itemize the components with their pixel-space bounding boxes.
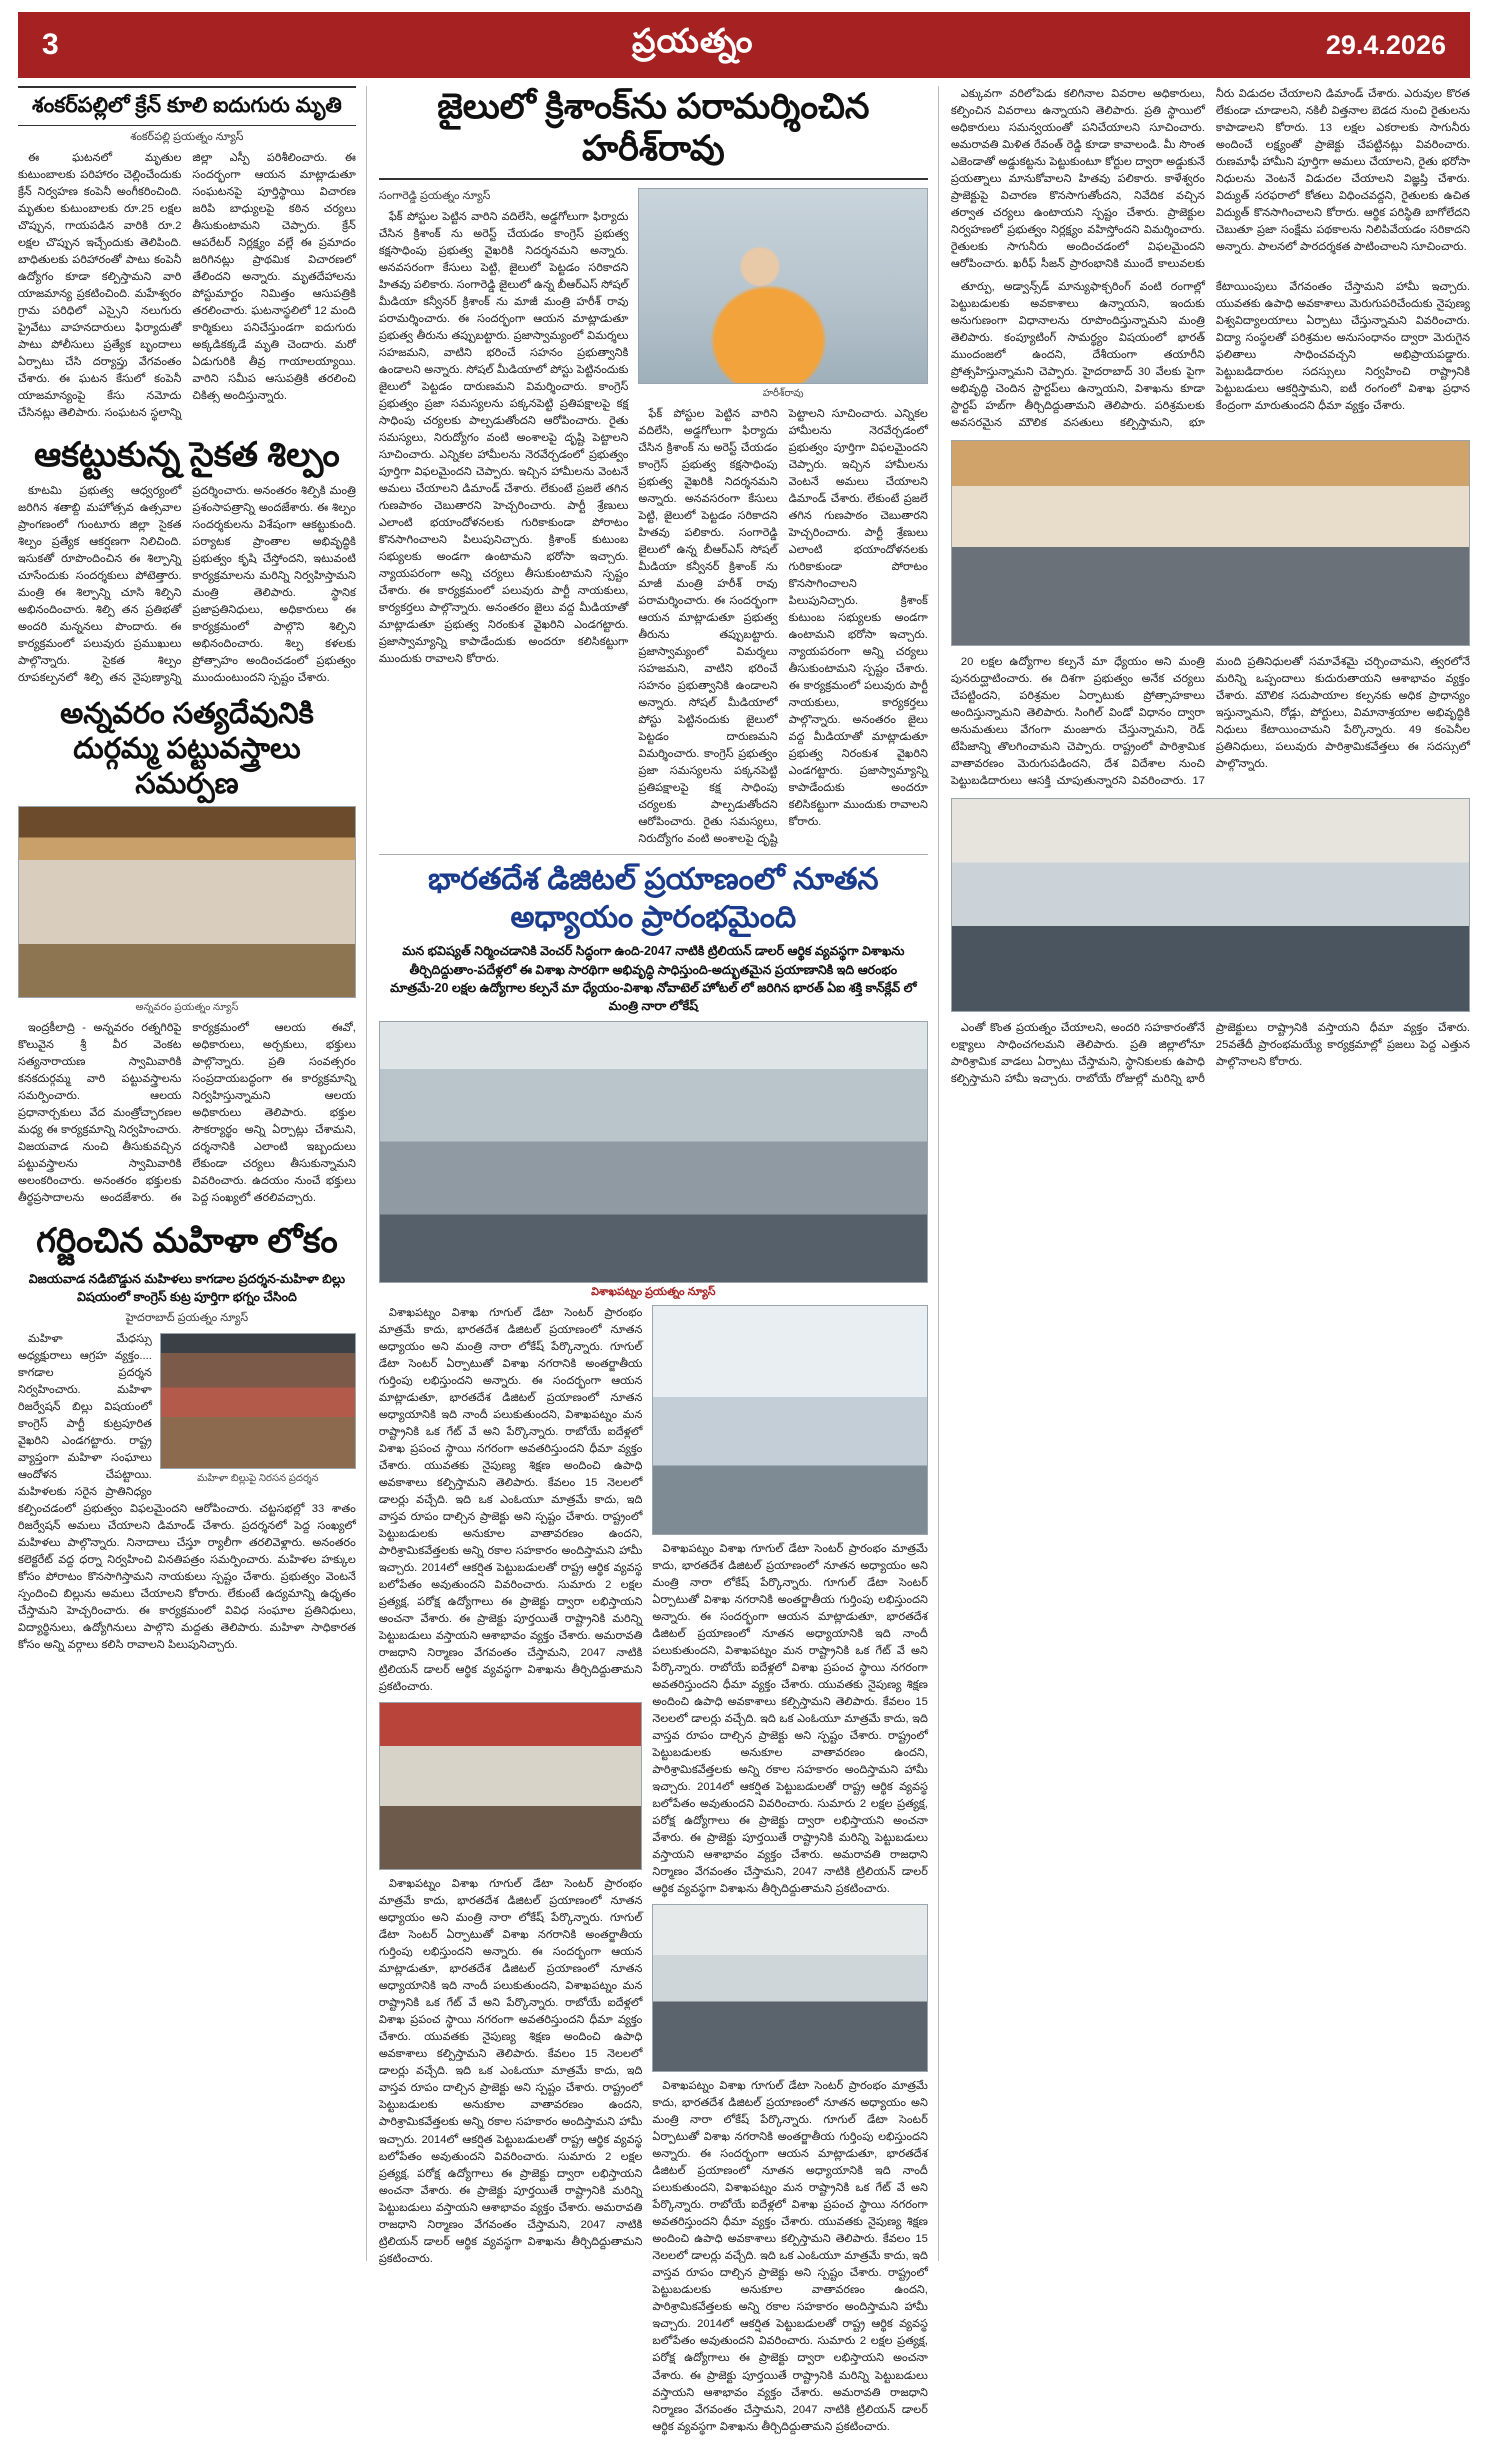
mid-article2-body-right [652,1541,927,1898]
delegate-reading-photo [379,1702,643,1870]
photo-content [952,441,1469,645]
left-article4-byline: హైదరాబాద్ ప్రయత్నం న్యూస్ [125,1312,249,1325]
mid-lead-body [379,209,629,668]
mid-article2-block [379,1305,928,2440]
paragraph: విశాఖపట్నం విశాఖ గూగుల్ డేటా సెంటర్ ప్రారంభం మాత్రమే కాదు, భారతదేశ డిజిటల్ ప్రయాణంలో నూతన అధ్యాయం అని మంత్రి నారా లోకేష్ పేర్కొన్నారు. గూగుల్ డేటా సెంటర్ ఏర్పాటుతో విశాఖ నగరానికి అంతర్జాతీయ గుర్తింపు లభిస్తుందని అన్నారు. ఈ సందర్భంగా ఆయన మాట్లాడుతూ, భారతదేశ డిజిటల్ ప్రయాణంలో నూతన అధ్యాయానికి ఇది నాందీ పలుకుతుందని, విశాఖపట్నం మన రాష్ట్రానికి ఒక గేట్ వే అని పేర్కొన్నారు. రాబోయే ఐదేళ్లలో విశాఖ ప్రపంచ స్థాయి నగరంగా అవతరిస్తుందని ధీమా వ్యక్తం చేశారు. యువతకు నైపుణ్య శిక్షణ అందించి ఉపాధి అవకాశాలు కల్పిస్తామని తెలిపారు. కేవలం 15 నెలలలో డాలర్లు వచ్చేది. ఇది ఒక ఎంఓయూ మాత్రమే కాదు, ఇది వాస్తవ రూపం దాల్చిన ప్రాజెక్టు అని స్పష్టం చేశారు. రాష్ట్రంలో పెట్టుబడులకు అనుకూల వాతావరణం ఉందని, పారిశ్రామికవేత్తలకు అన్ని రకాల సహకారం అందిస్తామని హామీ ఇచ్చారు. 2014లో ఆకర్షిత పెట్టుబడులతో రాష్ట్ర ఆర్థిక వ్యవస్థ బలోపేతం అవుతుందని వివరించారు. సుమారు 2 లక్షల ప్రత్యక్ష, పరోక్ష ఉద్యోగాలు ఈ ప్రాజెక్టు ద్వారా లభిస్తాయని అంచనా వేశారు. ఈ ప్రాజెక్టు పూర్తయితే రాష్ట్రానికి మరిన్ని పెట్టుబడులు వస్తాయని ఆశాభావం వ్యక్తం చేశారు. అమరావతి రాజధాని నిర్మాణం వేగవంతం చేస్తామని, 2047 నాటికి ట్రిలియన్ డాలర్ ఆర్థిక వ్యవస్థగా విశాఖను తీర్చిదిద్దుతామని ప్రకటించారు. [652,1542,928,1896]
photo-content [161,1334,355,1468]
paragraph: ఇంద్రకీలాద్రి - అన్నవరం రత్నగిరిపై కొలువైన శ్రీ వీర వెంకట సత్యనారాయణ స్వామివారికి కనకదుర్గమ్మ వారి పట్టువస్త్రాలను సమర్పించారు. ఆలయ ప్రధానార్చకులు వేద మంత్రోచ్ఛారణల మధ్య ఈ కార్యక్రమాన్ని నిర్వహించారు. విజయవాడ నుంచి తీసుకువచ్చిన పట్టువస్త్రాలను స్వామివారికి అలంకరించారు. అనంతరం భక్తులకు తీర్థప్రసాదాలను అందజేశారు. ఈ కార్యక్రమంలో ఆలయ ఈవో, అధికారులు, అర్చకులు, భక్తులు పాల్గొన్నారు. ప్రతి సంవత్సరం సంప్రదాయబద్ధంగా ఈ కార్యక్రమాన్ని నిర్వహిస్తున్నామని ఆలయ అధికారులు తెలిపారు. భక్తుల సౌకర్యార్థం అన్ని ఏర్పాట్లు చేశామని, దర్శనానికి ఎలాంటి ఇబ్బందులు లేకుండా చర్యలు తీసుకున్నామని వివరించారు. ఉదయం నుంచే భక్తులు పెద్ద సంఖ్యలో తరలివచ్చారు. [18,1021,356,1205]
left-article4-caption: మహిళా బిల్లుపై నిరసన ప్రదర్శన [197,1473,319,1485]
mid-lead-block [379,188,928,848]
right-body-3 [951,654,1470,790]
photo-content [380,1703,642,1869]
mid-byline: సంగారెడ్డి ప్రయత్నం న్యూస్ [378,190,491,202]
harish-photo-caption: హరీశ్‌రావు [762,388,804,399]
mid-article2-body-cont [379,1876,643,2267]
middle-column [378,86,939,2433]
right-body-2 [951,279,1470,432]
left-article2-body [18,483,356,689]
mid-article2-body [379,1305,643,1696]
page-number: 3 [42,28,60,61]
left-article2-headline: ఆకట్టుకున్న సైకత శిల్పం [34,435,340,474]
photo-content [653,1905,926,2071]
left-column [18,86,367,2261]
paragraph: ఎంతో కొంత ప్రయత్నం చేయాలని, అందరి సహకారంతోనే లక్ష్యాలు సాధించగలమని తెలిపారు. ప్రతి జిల్లాలోనూ పారిశ్రామిక వాడలు ఏర్పాటు చేస్తామని, స్థానికులకు ఉపాధి కల్పిస్తామని హామీ ఇచ్చారు. రాబోయే రోజుల్లో మరిన్ని భారీ ప్రాజెక్టులు రాష్ట్రానికి వస్తాయని ధీమా వ్యక్తం చేశారు. 25వతేదీ ప్రారంభమయ్యే కార్యక్రమాల్లో ప్రజలు పెద్ద ఎత్తున పాల్గొనాలని కోరారు. [950,1022,1470,1086]
left-article1-byline: శంకర్‌పల్లి ప్రయత్నం న్యూస్ [130,131,244,144]
paragraph: విశాఖపట్నం విశాఖ గూగుల్ డేటా సెంటర్ ప్రారంభం మాత్రమే కాదు, భారతదేశ డిజిటల్ ప్రయాణంలో నూతన అధ్యాయం అని మంత్రి నారా లోకేష్ పేర్కొన్నారు. గూగుల్ డేటా సెంటర్ ఏర్పాటుతో విశాఖ నగరానికి అంతర్జాతీయ గుర్తింపు లభిస్తుందని అన్నారు. ఈ సందర్భంగా ఆయన మాట్లాడుతూ, భారతదేశ డిజిటల్ ప్రయాణంలో నూతన అధ్యాయానికి ఇది నాందీ పలుకుతుందని, విశాఖపట్నం మన రాష్ట్రానికి ఒక గేట్ వే అని పేర్కొన్నారు. రాబోయే ఐదేళ్లలో విశాఖ ప్రపంచ స్థాయి నగరంగా అవతరిస్తుందని ధీమా వ్యక్తం చేశారు. యువతకు నైపుణ్య శిక్షణ అందించి ఉపాధి అవకాశాలు కల్పిస్తామని తెలిపారు. కేవలం 15 నెలలలో డాలర్లు వచ్చేది. ఇది ఒక ఎంఓయూ మాత్రమే కాదు, ఇది వాస్తవ రూపం దాల్చిన ప్రాజెక్టు అని స్పష్టం చేశారు. రాష్ట్రంలో పెట్టుబడులకు అనుకూల వాతావరణం ఉందని, పారిశ్రామికవేత్తలకు అన్ని రకాల సహకారం అందిస్తామని హామీ ఇచ్చారు. 2014లో ఆకర్షిత పెట్టుబడులతో రాష్ట్ర ఆర్థిక వ్యవస్థ బలోపేతం అవుతుందని వివరించారు. సుమారు 2 లక్షల ప్రత్యక్ష, పరోక్ష ఉద్యోగాలు ఈ ప్రాజెక్టు ద్వారా లభిస్తాయని అంచనా వేశారు. ఈ ప్రాజెక్టు పూర్తయితే రాష్ట్రానికి మరిన్ని పెట్టుబడులు వస్తాయని ఆశాభావం వ్యక్తం చేశారు. అమరావతి రాజధాని నిర్మాణం వేగవంతం చేస్తామని, 2047 నాటికి ట్రిలియన్ డాలర్ ఆర్థిక వ్యవస్థగా విశాఖను తీర్చిదిద్దుతామని ప్రకటించారు. [378,1306,643,1694]
photo-content [639,189,926,383]
mid-article2-headline: భారతదేశ డిజిటల్ ప్రయాణంలో నూతన అధ్యాయం ప్రారంభమైంది [428,863,879,934]
photo-content [380,1022,927,1282]
mid-main-headline: జైలులో క్రిశాంక్‌ను పరామర్శించిన హరీశ్‌రావు [379,86,928,180]
photo-content [653,1306,926,1534]
left-article4-subhead: విజయవాడ నడిబొడ్డున మహిళలు కాగడాల ప్రదర్శన-మహిళా బిల్లు విషయంలో కాంగ్రెస్ కుట్ర పూర్తిగా భగ్నం చేసింది [28,1271,346,1304]
left-article3-body [18,1020,356,1209]
right-column [951,86,1470,2261]
mid-article2-subhead: మన భవిష్యత్ నిర్మించడానికి వెంచర్ సిద్ధంగా ఉంది-2047 నాటికి ట్రిలియన్ డాలర్ ఆర్థిక వ్యవస్థగా విశాఖను తీర్చిదిద్దుతాం-పదేళ్లలో ఈ విశాఖ సారథిగా అభివృద్ధి సాధిస్తుంది-అద్భుతమైన ప్రయాణానికి ఇది ఆరంభం మాత్రమే-20 లక్షల ఉద్యోగాల కల్పనే మా ధ్యేయం-విశాఖ నోవాటెల్ హోటల్ లో జరిగిన భారత్ ఏఐ శక్తి కాన్‌క్లేవ్ లో మంత్రి నారా లోకేష్ [390,944,917,1013]
paragraph: కూటమి ప్రభుత్వ ఆధ్వర్యంలో జరిగిన శతాబ్ది మహోత్సవ ఉత్సవాల ప్రాంగణంలో గుంటూరు జిల్లా సైకత శిల్పం ప్రత్యేక ఆకర్షణగా నిలిచింది. ఇసుకతో రూపొందించిన ఈ శిల్పాన్ని చూసేందుకు సందర్శకులు పోటెత్తారు. మంత్రి ఈ శిల్పాన్ని చూసి శిల్పిని అభినందించారు. శిల్పి తన ప్రతిభతో అందరి మన్ననలు పొందారు. ఈ కార్యక్రమంలో పలువురు ప్రముఖులు పాల్గొన్నారు. సైకత శిల్పం రూపకల్పనలో శిల్పి తన నైపుణ్యాన్ని ప్రదర్శించారు. అనంతరం శిల్పికి మంత్రి ప్రశంసాపత్రాన్ని అందజేశారు. ఈ శిల్పం సందర్శకులను విశేషంగా ఆకట్టుకుంది. పర్యాటక ప్రాంతాల అభివృద్ధికి ప్రభుత్వం కృషి చేస్తోందని, ఇటువంటి కార్యక్రమాలను మరిన్ని నిర్వహిస్తామని మంత్రి తెలిపారు. స్థానిక ప్రజాప్రతినిధులు, అధికారులు ఈ కార్యక్రమంలో పాల్గొని శిల్పిని అభినందించారు. శిల్ప కళలకు ప్రోత్సాహం అందించడంలో ప్రభుత్వం ముందుంటుందని స్పష్టం చేశారు. [18,485,356,685]
masthead [18,12,1470,78]
harish-photo-wrap [638,188,927,848]
paragraph: ఈ ఘటనలో మృతుల కుటుంబాలకు పరిహారం చెల్లించేందుకు క్రేన్ నిర్వహణ కంపెనీ అంగీకరించింది. మృతుల కుటుంబాలకు రూ.25 లక్షల చొప్పున, గాయపడిన వారికి రూ.2 లక్షల చొప్పున ఇచ్చేందుకు తెలిపింది. బాధితులకు పరిహారంతో పాటు కంపెనీ ఉద్యోగం కూడా కల్పిస్తామని వారి యాజమాన్య ప్రకటించింది. మహేశ్వరం గ్రామ పరిధిలో ఎస్సైని నలుగురు ప్రైవేటు వాహనదారులు ఫిర్యాదుతో పాటు పోలీసులు ప్రత్యేక బృందాలు ఏర్పాటు చేసి దర్యాప్తు వేగవంతం చేశారు. ఈ ఘటన కేసులో కంపెనీ యాజమాన్యంపై కేసు నమోదు చేసినట్లు తెలిపారు. సంఘటన స్థలాన్ని జిల్లా ఎస్పీ పరిశీలించారు. ఈ సందర్భంగా ఆయన మాట్లాడుతూ సంఘటనపై పూర్తిస్థాయి విచారణ జరిపి బాధ్యులపై కఠిన చర్యలు తీసుకుంటామని చెప్పారు. క్రేన్ ఆపరేటర్ నిర్లక్ష్యం వల్లే ఈ ప్రమాదం జరిగినట్లు ప్రాథమిక విచారణలో తేలిందని అన్నారు. మృతదేహాలను పోస్టుమార్టం నిమిత్తం ఆసుపత్రికి తరలించారు. ఘటనాస్థలిలో 12 మంది కార్మికులు పనిచేస్తుండగా ఐదుగురు అక్కడికక్కడే మృతి చెందారు. మరో ఏడుగురికి తీవ్ర గాయాలయ్యాయి. వారిని సమీప ఆసుపత్రికి తరలించి చికిత్స అందిస్తున్నారు. [18,152,356,420]
mid-article2-byline: విశాఖపట్నం ప్రయత్నం న్యూస్ [591,1285,716,1298]
paragraph: విశాఖపట్నం విశాఖ గూగుల్ డేటా సెంటర్ ప్రారంభం మాత్రమే కాదు, భారతదేశ డిజిటల్ ప్రయాణంలో నూతన అధ్యాయం అని మంత్రి నారా లోకేష్ పేర్కొన్నారు. గూగుల్ డేటా సెంటర్ ఏర్పాటుతో విశాఖ నగరానికి అంతర్జాతీయ గుర్తింపు లభిస్తుందని అన్నారు. ఈ సందర్భంగా ఆయన మాట్లాడుతూ, భారతదేశ డిజిటల్ ప్రయాణంలో నూతన అధ్యాయానికి ఇది నాందీ పలుకుతుందని, విశాఖపట్నం మన రాష్ట్రానికి ఒక గేట్ వే అని పేర్కొన్నారు. రాబోయే ఐదేళ్లలో విశాఖ ప్రపంచ స్థాయి నగరంగా అవతరిస్తుందని ధీమా వ్యక్తం చేశారు. యువతకు నైపుణ్య శిక్షణ అందించి ఉపాధి అవకాశాలు కల్పిస్తామని తెలిపారు. కేవలం 15 నెలలలో డాలర్లు వచ్చేది. ఇది ఒక ఎంఓయూ మాత్రమే కాదు, ఇది వాస్తవ రూపం దాల్చిన ప్రాజెక్టు అని స్పష్టం చేశారు. రాష్ట్రంలో పెట్టుబడులకు అనుకూల వాతావరణం ఉందని, పారిశ్రామికవేత్తలకు అన్ని రకాల సహకారం అందిస్తామని హామీ ఇచ్చారు. 2014లో ఆకర్షిత పెట్టుబడులతో రాష్ట్ర ఆర్థిక వ్యవస్థ బలోపేతం అవుతుందని వివరించారు. సుమారు 2 లక్షల ప్రత్యక్ష, పరోక్ష ఉద్యోగాలు ఈ ప్రాజెక్టు ద్వారా లభిస్తాయని అంచనా వేశారు. ఈ ప్రాజెక్టు పూర్తయితే రాష్ట్రానికి మరిన్ని పెట్టుబడులు వస్తాయని ఆశాభావం వ్యక్తం చేశారు. అమరావతి రాజధాని నిర్మాణం వేగవంతం చేస్తామని, 2047 నాటికి ట్రిలియన్ డాలర్ ఆర్థిక వ్యవస్థగా విశాఖను తీర్చిదిద్దుతామని ప్రకటించారు. [652,2080,928,2433]
photo-content [19,807,355,997]
left-article3-headline: అన్నవరం సత్యదేవునికి దుర్గమ్మ పట్టువస్త్రాలు సమర్పణ [60,698,314,801]
officials-group-photo [951,440,1470,646]
mid-article2-right [652,1305,927,2440]
left-article4-headline: గర్జించిన మహిళా లోకం [36,1222,338,1261]
minister-portrait-photo [652,1305,927,1535]
paragraph: తూర్పు, అడ్వాన్స్‌డ్ మాన్యుఫాక్చరింగ్ వంటి రంగాల్లో పెట్టుబడులకు అవకాశాలు ఉన్నాయని, ఇందుకు అనుగుణంగా విధానాలను రూపొందిస్తున్నామని మంత్రి తెలిపారు. కంప్యూటింగ్ సామర్థ్యం విషయంలో భారత్ ముందంజలో ఉందని, దేశీయంగా తయారీని ప్రోత్సహిస్తున్నామని చెప్పారు. హైదరాబాద్ 30 వేలకు పైగా అభివృద్ధి చెందిన స్టార్టప్‌లు ఉన్నాయని, విశాఖను కూడా స్టార్టప్ హబ్‌గా తీర్చిదిద్దుతామని తెలిపారు. పరిశ్రమలకు అవసరమైన మౌలిక వసతులు కల్పిస్తామని, భూ కేటాయింపులు వేగవంతం చేస్తామని హామీ ఇచ్చారు. యువతకు ఉపాధి అవకాశాలు మెరుగుపరిచేందుకు నైపుణ్య విశ్వవిద్యాలయాలు ఏర్పాటు చేస్తున్నామని వివరించారు. విద్యా సంస్థలతో పరిశ్రమల అనుసంధానం ద్వారా మెరుగైన ఫలితాలు సాధించవచ్చని అభిప్రాయపడ్డారు. పెట్టుబడిదారుల సదస్సులు నిర్వహించి రాష్ట్రానికి పెట్టుబడులు ఆకర్షిస్తామని, ఐటీ రంగంలో విశాఖ ప్రధాన కేంద్రంగా మారుతుందని ధీమా వ్యక్తం చేశారు. [950,281,1470,430]
mid-article2-body-right2 [652,2078,927,2435]
publication-date: 29.4.2026 [1325,29,1446,60]
paragraph: మహిళా మేధస్సు అధ్యక్షురాలు ఆగ్రహ వ్యక్తం.... కాగడాల ప్రదర్శన నిర్వహించారు. మహిళా రిజర్వేషన్ బిల్లు విషయంలో కాంగ్రెస్ పార్టీ కుట్రపూరిత వైఖరిని ఎండగట్టారు. రాష్ట్ర వ్యాప్తంగా మహిళా సంఘాలు ఆందోళన చేపట్టాయి. మహిళలకు సరైన ప్రాతినిధ్యం కల్పించడంలో ప్రభుత్వం విఫలమైందని ఆరోపించారు. చట్టసభల్లో 33 శాతం రిజర్వేషన్ అమలు చేయాలని డిమాండ్ చేశారు. ప్రదర్శనలో పెద్ద సంఖ్యలో మహిళలు పాల్గొన్నారు. నినాదాలు చేస్తూ ర్యాలీగా తరలివెళ్లారు. అనంతరం కలెక్టరేట్ వద్ద ధర్నా నిర్వహించి వినతిపత్రం సమర్పించారు. మహిళల హక్కుల కోసం పోరాటం కొనసాగిస్తామని నాయకులు స్పష్టం చేశారు. ప్రభుత్వం వెంటనే స్పందించి బిల్లును అమలు చేయాలని కోరారు. లేకుంటే ఉద్యమాన్ని ఉధృతం చేస్తామని హెచ్చరించారు. ఈ కార్యక్రమంలో వివిధ సంఘాల ప్రతినిధులు, విద్యార్థినులు, ఉద్యోగినులు పాల్గొని మద్దతు తెలిపారు. మహిళా సాధికారత కోసం అన్ని వర్గాలు కలిసి రావాలని పిలుపునిచ్చారు. [18,1333,356,1652]
women-protest-photo [160,1333,356,1469]
publication-title: ప్రయత్నం [632,22,754,59]
mid-lead-text-wrap [379,188,629,848]
press-meet-photo [652,1904,927,2072]
paragraph: ఫేక్ పోస్టుల పెట్టిన వారిని వదిలేసి, అడ్డగోలుగా ఫిర్యాదు చేసిన క్రిశాంక్ ను అరెస్ట్ చేయడం కాంగ్రెస్ ప్రభుత్వ కక్షసాధింపు ప్రభుత్వ వైఖరికి నిదర్శనమని అన్నారు. అనవసరంగా కేసులు పెట్టి, జైలులో పెట్టడం సరికాదని హితవు పలికారు. సంగారెడ్డి జైలులో ఉన్న బీఆర్ఎస్ సోషల్ మీడియా కన్వీనర్ క్రిశాంక్ ను మాజీ మంత్రి హరీశ్ రావు పరామర్శించారు. ఈ సందర్భంగా ఆయన మాట్లాడుతూ ప్రభుత్వ తీరును తప్పుబట్టారు. ప్రజాస్వామ్యంలో విమర్శలు సహజమని, వాటిని భరించే సహనం ప్రభుత్వానికి ఉండాలని అన్నారు. సోషల్ మీడియాలో పోస్టు పెట్టినందుకు జైలులో పెట్టడం దారుణమని విమర్శించారు. కాంగ్రెస్ ప్రభుత్వం ప్రజా సమస్యలను పక్కనపెట్టి ప్రతిపక్షాలపై కక్ష సాధింపు చర్యలకు పాల్పడుతోందని ఆరోపించారు. రైతు సమస్యలు, నిరుద్యోగం వంటి అంశాలపై దృష్టి పెట్టాలని సూచించారు. ఎన్నికల హామీలను నెరవేర్చడంలో ప్రభుత్వం పూర్తిగా విఫలమైందని చెప్పారు. ఇచ్చిన హామీలను వెంటనే అమలు చేయాలని డిమాండ్ చేశారు. లేకుంటే ప్రజలే తగిన గుణపాఠం చెబుతారని హెచ్చరించారు. పార్టీ శ్రేణులు ఎలాంటి భయాందోళనలకు గురికాకుండా పోరాటం కొనసాగించాలని పిలుపునిచ్చారు. క్రిశాంక్ కుటుంబ సభ్యులకు అండగా ఉంటామని భరోసా ఇచ్చారు. న్యాయపరంగా అన్ని చర్యలు తీసుకుంటామని స్పష్టం చేశారు. ఈ కార్యక్రమంలో పలువురు పార్టీ నాయకులు, కార్యకర్తలు పాల్గొన్నారు. అనంతరం జైలు వద్ద మీడియాతో మాట్లాడుతూ ప్రభుత్వ నిరంకుశ వైఖరిని ఎండగట్టారు. ప్రజాస్వామ్యాన్ని కాపాడేందుకు అందరూ కలిసికట్టుగా ముందుకు రావాలని కోరారు. [638,408,928,846]
women-protest-photo-wrap [160,1333,356,1491]
left-article1-headline: శంకర్‌పల్లిలో క్రేన్ కూలి ఐదుగురు మృతి [18,86,356,126]
paragraph: విశాఖపట్నం విశాఖ గూగుల్ డేటా సెంటర్ ప్రారంభం మాత్రమే కాదు, భారతదేశ డిజిటల్ ప్రయాణంలో నూతన అధ్యాయం అని మంత్రి నారా లోకేష్ పేర్కొన్నారు. గూగుల్ డేటా సెంటర్ ఏర్పాటుతో విశాఖ నగరానికి అంతర్జాతీయ గుర్తింపు లభిస్తుందని అన్నారు. ఈ సందర్భంగా ఆయన మాట్లాడుతూ, భారతదేశ డిజిటల్ ప్రయాణంలో నూతన అధ్యాయానికి ఇది నాందీ పలుకుతుందని, విశాఖపట్నం మన రాష్ట్రానికి ఒక గేట్ వే అని పేర్కొన్నారు. రాబోయే ఐదేళ్లలో విశాఖ ప్రపంచ స్థాయి నగరంగా అవతరిస్తుందని ధీమా వ్యక్తం చేశారు. యువతకు నైపుణ్య శిక్షణ అందించి ఉపాధి అవకాశాలు కల్పిస్తామని తెలిపారు. కేవలం 15 నెలలలో డాలర్లు వచ్చేది. ఇది ఒక ఎంఓయూ మాత్రమే కాదు, ఇది వాస్తవ రూపం దాల్చిన ప్రాజెక్టు అని స్పష్టం చేశారు. రాష్ట్రంలో పెట్టుబడులకు అనుకూల వాతావరణం ఉందని, పారిశ్రామికవేత్తలకు అన్ని రకాల సహకారం అందిస్తామని హామీ ఇచ్చారు. 2014లో ఆకర్షిత పెట్టుబడులతో రాష్ట్ర ఆర్థిక వ్యవస్థ బలోపేతం అవుతుందని వివరించారు. సుమారు 2 లక్షల ప్రత్యక్ష, పరోక్ష ఉద్యోగాలు ఈ ప్రాజెక్టు ద్వారా లభిస్తాయని అంచనా వేశారు. ఈ ప్రాజెక్టు పూర్తయితే రాష్ట్రానికి మరిన్ని పెట్టుబడులు వస్తాయని ఆశాభావం వ్యక్తం చేశారు. అమరావతి రాజధాని నిర్మాణం వేగవంతం చేస్తామని, 2047 నాటికి ట్రిలియన్ డాలర్ ఆర్థిక వ్యవస్థగా విశాఖను తీర్చిదిద్దుతామని ప్రకటించారు. [378,1878,643,2265]
left-article3-caption: అన్నవరం ప్రయత్నం న్యూస్ [135,1001,239,1013]
page-content [18,86,1470,2433]
paragraph: ఫేక్ పోస్టుల పెట్టిన వారిని వదిలేసి, అడ్డగోలుగా ఫిర్యాదు చేసిన క్రిశాంక్ ను అరెస్ట్ చేయడం కాంగ్రెస్ ప్రభుత్వ కక్షసాధింపు ప్రభుత్వ వైఖరికి నిదర్శనమని అన్నారు. అనవసరంగా కేసులు పెట్టి, జైలులో పెట్టడం సరికాదని హితవు పలికారు. సంగారెడ్డి జైలులో ఉన్న బీఆర్ఎస్ సోషల్ మీడియా కన్వీనర్ క్రిశాంక్ ను మాజీ మంత్రి హరీశ్ రావు పరామర్శించారు. ఈ సందర్భంగా ఆయన మాట్లాడుతూ ప్రభుత్వ తీరును తప్పుబట్టారు. ప్రజాస్వామ్యంలో విమర్శలు సహజమని, వాటిని భరించే సహనం ప్రభుత్వానికి ఉండాలని అన్నారు. సోషల్ మీడియాలో పోస్టు పెట్టినందుకు జైలులో పెట్టడం దారుణమని విమర్శించారు. కాంగ్రెస్ ప్రభుత్వం ప్రజా సమస్యలను పక్కనపెట్టి ప్రతిపక్షాలపై కక్ష సాధింపు చర్యలకు పాల్పడుతోందని ఆరోపించారు. రైతు సమస్యలు, నిరుద్యోగం వంటి అంశాలపై దృష్టి పెట్టాలని సూచించారు. ఎన్నికల హామీలను నెరవేర్చడంలో ప్రభుత్వం పూర్తిగా విఫలమైందని చెప్పారు. ఇచ్చిన హామీలను వెంటనే అమలు చేయాలని డిమాండ్ చేశారు. లేకుంటే ప్రజలే తగిన గుణపాఠం చెబుతారని హెచ్చరించారు. పార్టీ శ్రేణులు ఎలాంటి భయాందోళనలకు గురికాకుండా పోరాటం కొనసాగించాలని పిలుపునిచ్చారు. క్రిశాంక్ కుటుంబ సభ్యులకు అండగా ఉంటామని భరోసా ఇచ్చారు. న్యాయపరంగా అన్ని చర్యలు తీసుకుంటామని స్పష్టం చేశారు. ఈ కార్యక్రమంలో పలువురు పార్టీ నాయకులు, కార్యకర్తలు పాల్గొన్నారు. అనంతరం జైలు వద్ద మీడియాతో మాట్లాడుతూ ప్రభుత్వ నిరంకుశ వైఖరిని ఎండగట్టారు. ప్రజాస్వామ్యాన్ని కాపాడేందుకు అందరూ కలిసికట్టుగా ముందుకు రావాలని కోరారు. [378,211,629,666]
temple-ceremony-photo [18,806,356,998]
mid-lead-body-cont [638,406,927,848]
harish-rao-photo [638,188,927,384]
paragraph: 20 లక్షల ఉద్యోగాల కల్పనే మా ధ్యేయం అని మంత్రి పునరుద్ఘాటించారు. ఈ దిశగా ప్రభుత్వం అనేక చర్యలు చేపట్టిందని, పరిశ్రమల ఏర్పాటుకు ప్రోత్సాహకాలు అందిస్తున్నామని తెలిపారు. సింగిల్ విండో విధానం ద్వారా అనుమతులు వేగంగా మంజూరు చేస్తున్నామని, రెడ్ టేపిజాన్ని తొలగించామని చెప్పారు. రాష్ట్రంలో పారిశ్రామిక వాతావరణం మెరుగుపడిందని, దేశ విదేశాల నుంచి పెట్టుబడిదారులు ఆసక్తి చూపుతున్నారని వివరించారు. 17 మంది ప్రతినిధులతో సమావేశమై చర్చించామని, త్వరలోనే మరిన్ని ఒప్పందాలు కుదురుతాయని ఆశాభావం వ్యక్తం చేశారు. మౌలిక సదుపాయాల కల్పనకు అధిక ప్రాధాన్యం ఇస్తున్నామని, రోడ్లు, పోర్టులు, విమానాశ్రయాల అభివృద్ధికి నిధులు కేటాయించామని పేర్కొన్నారు. 49 కంపెనీల ప్రతినిధులు, పలువురు పారిశ్రామికవేత్తలు ఈ సదస్సులో పాల్గొన్నారు. [950,656,1470,788]
divider [379,854,928,855]
mid-article2-left [379,1305,643,2440]
right-body-4 [951,1020,1470,1088]
photo-content [952,799,1469,1011]
right-body-1 [951,86,1470,273]
ai-conclave-photo [379,1021,928,1283]
exhibition-visit-photo [951,798,1470,1012]
left-article1-body [18,150,356,422]
paragraph: ఎక్కువగా వరిలోపెడు కలిగినాల వివరాల అధికారులు, కల్పించిన వివరాలు ఉన్నాయని తెలిపారు. ప్రతి స్థాయిలో అధికారులు సమన్వయంతో పనిచేయాలని సూచించారు. అమరావతి మిళిత రేవంత్ రెడ్డి కూడా కావాలండి. మీ సొంత ఎజెండాతో అడ్డుకట్టను పెట్టుకుంటూ కోర్టుల ద్వారా అడ్డుకునే ప్రయత్నాలు మానుకోవాలని హితవు పలికారు. కాళేశ్వరం ప్రాజెక్టుపై విచారణ కొనసాగుతోందని, నివేదిక వచ్చిన తర్వాత చర్యలు ఉంటాయని స్పష్టం చేశారు. ప్రాజెక్టుల నిర్వహణలో ప్రభుత్వం నిర్లక్ష్యం వహిస్తోందని విమర్శించారు. రైతులకు సాగునీరు అందించడంలో విఫలమైందని ఆరోపించారు. ఖరీఫ్ సీజన్ ప్రారంభానికి ముందే కాలువలకు నీరు విడుదల చేయాలని డిమాండ్ చేశారు. ఎరువుల కొరత లేకుండా చూడాలని, నకిలీ విత్తనాల బెడద నుంచి రైతులను కాపాడాలని కోరారు. 13 లక్షల ఎకరాలకు సాగునీరు అందించే లక్ష్యంతో ప్రాజెక్టు చేపట్టినట్లు వివరించారు. రుణమాఫీ హామీని పూర్తిగా అమలు చేయాలని, రైతు భరోసా నిధులను వెంటనే విడుదల చేయాలని విజ్ఞప్తి చేశారు. విద్యుత్ సరఫరాలో కోతలు విధించవద్దని, రైతులకు ఉచిత విద్యుత్ కొనసాగించాలని కోరారు. ఆర్థిక పరిస్థితి బాగోలేదని చెబుతూ ప్రజా సంక్షేమ పథకాలను నిలిపివేయడం సరికాదని అన్నారు. పాలనలో పారదర్శకత పాటించాలని సూచించారు. [950,88,1470,271]
